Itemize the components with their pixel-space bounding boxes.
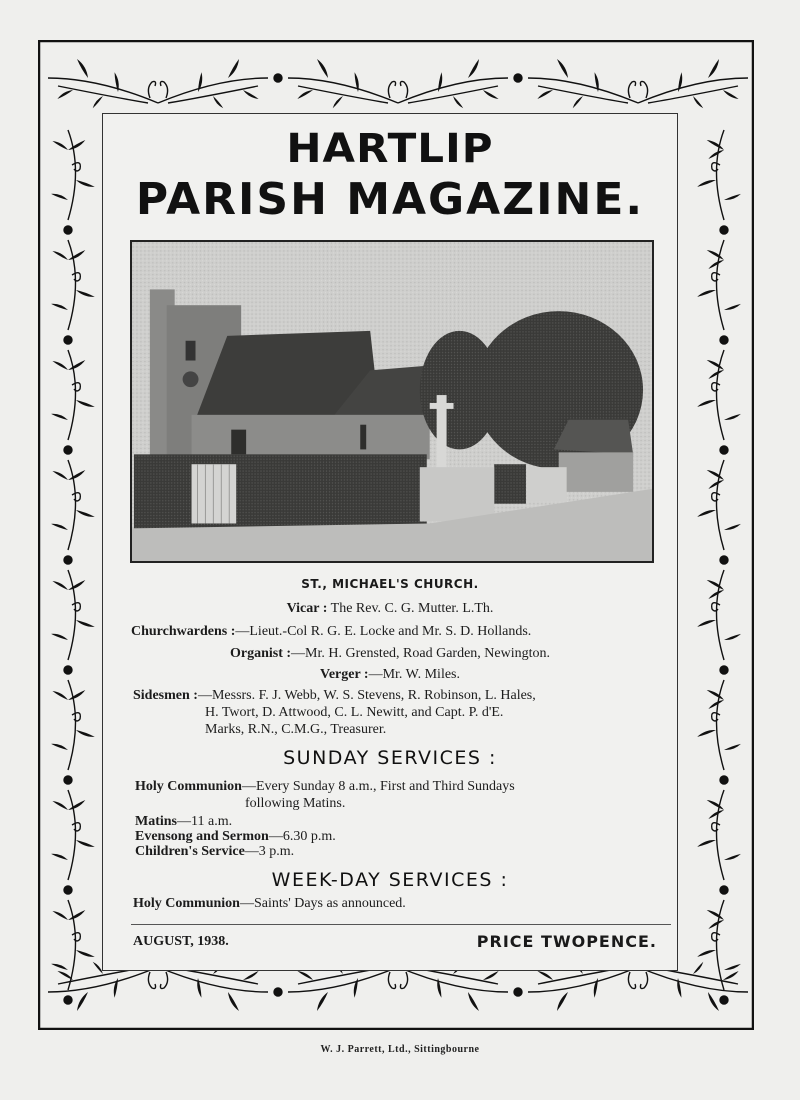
rosette-ornament [720,996,728,1004]
vine-stroke [438,72,442,92]
vine-stroke [68,250,85,260]
vine-stroke [51,854,68,860]
magazine-title-line1: HARTLIP [286,126,494,172]
vine-stroke [724,194,741,200]
vine-stroke [51,744,68,750]
weekday-service-holy-communion [133,896,406,912]
rosette-ornament [64,226,72,234]
vicar-line [103,601,677,617]
verger-value: —Mr. W. Miles. [368,667,460,682]
vine-stroke [708,810,724,819]
rosette-ornament [274,74,282,82]
vine-stroke [52,911,68,920]
vine-stroke [724,304,741,310]
rosette-ornament [64,886,72,894]
vine-stroke [68,470,85,480]
vine-stroke [628,82,635,99]
printer-imprint: W. J. Parrett, Ltd., Sittingbourne [320,1044,480,1055]
vine-stroke [717,790,725,880]
vine-stroke [52,361,68,370]
vine-stroke [717,130,725,220]
vine-stroke [68,910,85,920]
vine-stroke [213,96,223,108]
vine-stroke [708,700,724,709]
vine-stroke [708,150,724,159]
vine-stroke [400,82,407,99]
price: PRICE TWOPENCE. [476,932,657,951]
service-label: Matins [135,814,177,829]
churchwardens-line [131,624,531,640]
vine-stroke [707,250,724,260]
vine-stroke [697,840,716,847]
vine-stroke [724,854,741,860]
vine-stroke [68,680,76,770]
vicar-value: The Rev. C. G. Mutter. L.Th. [327,601,494,616]
vine-stroke [243,90,259,99]
vine-stroke [388,82,395,99]
vine-stroke [76,840,95,847]
vine-stroke [51,304,68,310]
vine-stroke [68,360,85,370]
vine-stroke [708,260,724,269]
rosette-ornament [64,556,72,564]
rosette-ornament [720,886,728,894]
sunday-service-childrens [135,844,294,860]
vine-stroke [697,290,716,297]
vine-stroke [717,460,725,550]
vine-stroke [76,510,95,517]
issue-date: AUGUST, 1938. [133,934,229,949]
rosette-ornament [274,988,282,996]
vicar-label: Vicar : [286,601,328,616]
vine-stroke [148,82,155,99]
vine-stroke [158,78,268,103]
vine-stroke [51,524,68,530]
weekday-services-heading: WEEK-DAY SERVICES : [271,869,509,891]
vine-stroke [160,82,167,99]
vine-stroke [707,140,724,150]
sidesmen-line-3: Marks, R.N., C.M.G., Treasurer. [205,722,387,737]
vine-stroke [697,400,716,407]
vine-stroke [678,72,682,92]
vine-stroke [557,59,568,78]
vine-stroke [333,96,343,108]
rosette-ornament [720,776,728,784]
sunday-service-evensong [135,829,336,845]
content-panel [102,113,678,971]
vine-stroke [707,360,724,370]
vine-stroke [724,414,741,420]
vine-stroke [717,570,725,660]
vine-stroke [537,90,553,99]
vine-stroke [52,251,68,260]
vine-stroke [317,992,328,1011]
rosette-ornament [720,556,728,564]
organist-value: —Mr. H. Grensted, Road Garden, Newington. [291,646,550,661]
vine-stroke [76,400,95,407]
sidesmen-label: Sidesmen : [133,688,198,703]
vine-stroke [76,290,95,297]
footer-divider [131,924,671,925]
vine-stroke [57,90,73,99]
vine-stroke [228,59,239,78]
vine-stroke [297,90,313,99]
vine-stroke [483,90,499,99]
church-name: ST., MICHAEL'S CHURCH. [301,577,479,591]
vine-stroke [400,972,407,989]
rosette-ornament [720,446,728,454]
vine-stroke [557,992,568,1011]
vine-stroke [594,978,598,998]
vine-stroke [708,590,724,599]
vine-stroke [708,992,719,1011]
vine-stroke [297,971,313,980]
vine-stroke [717,240,725,330]
vine-stroke [198,72,202,92]
vine-stroke [77,992,88,1011]
organist-label: Organist : [229,646,292,661]
vine-stroke [76,180,95,187]
vine-stroke [717,900,725,990]
verger-line [103,667,677,683]
vine-stroke [48,78,158,103]
vine-stroke [160,972,167,989]
churchwardens-value: —Lieut.-Col R. G. E. Locke and Mr. S. D. Hollands. [235,624,532,639]
vine-stroke [76,730,95,737]
churchwardens-label: Churchwardens : [131,624,236,639]
vine-stroke [638,78,748,103]
vine-stroke [707,800,724,810]
vine-stroke [52,581,68,590]
rosette-ornament [514,74,522,82]
vine-stroke [724,524,741,530]
vine-stroke [68,800,85,810]
vine-stroke [468,59,479,78]
vine-stroke [707,910,724,920]
vine-stroke [697,730,716,737]
vine-stroke [717,680,725,770]
vine-stroke [52,691,68,700]
vine-stroke [724,634,741,640]
sidesmen-value-1: —Messrs. F. J. Webb, W. S. Stevens, R. Robinson, L. Hales, [197,688,536,703]
church-photo [130,240,654,563]
vine-stroke [708,370,724,379]
rosette-ornament [720,336,728,344]
rosette-ornament [64,336,72,344]
rosette-ornament [64,666,72,674]
vine-stroke [640,972,647,989]
vine-stroke [68,790,76,880]
vine-stroke [717,350,725,440]
vine-stroke [52,141,68,150]
vine-stroke [628,972,635,989]
sidesmen-line-2: H. Twort, D. Attwood, C. L. Newitt, and Capt. P. d'E. [205,705,504,720]
vine-stroke [398,78,508,103]
vine-stroke [68,460,76,550]
vine-stroke [708,920,724,929]
service-label: Holy Communion [135,779,242,794]
vine-stroke [697,180,716,187]
vine-stroke [243,971,259,980]
service-label: Holy Communion [133,896,240,911]
service-time: —11 a.m. [177,814,233,829]
vine-stroke [317,59,328,78]
rosette-ornament [64,996,72,1004]
vine-stroke [68,140,85,150]
service-time: —3 p.m. [244,844,295,859]
vine-stroke [697,510,716,517]
vine-stroke [51,414,68,420]
rosette-ornament [720,226,728,234]
vine-stroke [68,350,76,440]
vine-stroke [483,971,499,980]
verger-label: Verger : [320,667,369,682]
vine-stroke [68,130,76,220]
vine-stroke [68,580,85,590]
vine-stroke [114,978,118,998]
organist-line [103,646,677,662]
vine-stroke [52,801,68,810]
vine-stroke [707,470,724,480]
vine-stroke [573,96,583,108]
vine-stroke [93,96,103,108]
vine-stroke [697,620,716,627]
vine-stroke [724,964,741,970]
vine-stroke [640,82,647,99]
service-label: Children's Service [135,844,245,859]
vine-stroke [68,570,76,660]
vine-stroke [68,690,85,700]
sidesmen-line [133,688,536,704]
sunday-service-holy-communion [135,779,515,795]
magazine-title-line2: PARISH MAGAZINE. [135,174,645,225]
rosette-ornament [720,666,728,674]
vine-stroke [51,634,68,640]
vine-stroke [707,580,724,590]
vine-stroke [51,964,68,970]
vine-stroke [68,240,76,330]
vine-stroke [708,59,719,78]
vine-stroke [708,480,724,489]
rosette-ornament [64,776,72,784]
sunday-service-holy-communion-cont: following Matins. [245,796,346,811]
vine-stroke [148,972,155,989]
vine-stroke [707,690,724,700]
vine-stroke [693,96,703,108]
vine-stroke [354,978,358,998]
vine-stroke [288,78,398,103]
vine-stroke [52,471,68,480]
vine-stroke [693,962,703,974]
vine-stroke [76,620,95,627]
vine-stroke [76,950,95,957]
vine-stroke [453,96,463,108]
vine-stroke [723,971,739,980]
vine-stroke [228,992,239,1011]
vine-stroke [51,194,68,200]
vine-stroke [723,90,739,99]
service-label: Evensong and Sermon [135,829,269,844]
vine-stroke [77,59,88,78]
sunday-service-matins [135,814,232,830]
sunday-services-heading: SUNDAY SERVICES : [283,747,497,769]
service-time: —Every Sunday 8 a.m., First and Third Sundays [241,779,515,794]
vine-stroke [537,971,553,980]
vine-stroke [697,950,716,957]
service-time: —6.30 p.m. [268,829,336,844]
rosette-ornament [514,988,522,996]
vine-stroke [388,972,395,989]
vine-stroke [468,992,479,1011]
rosette-ornament [64,446,72,454]
service-time: —Saints' Days as announced. [239,896,406,911]
vine-stroke [724,744,741,750]
vine-stroke [528,78,638,103]
